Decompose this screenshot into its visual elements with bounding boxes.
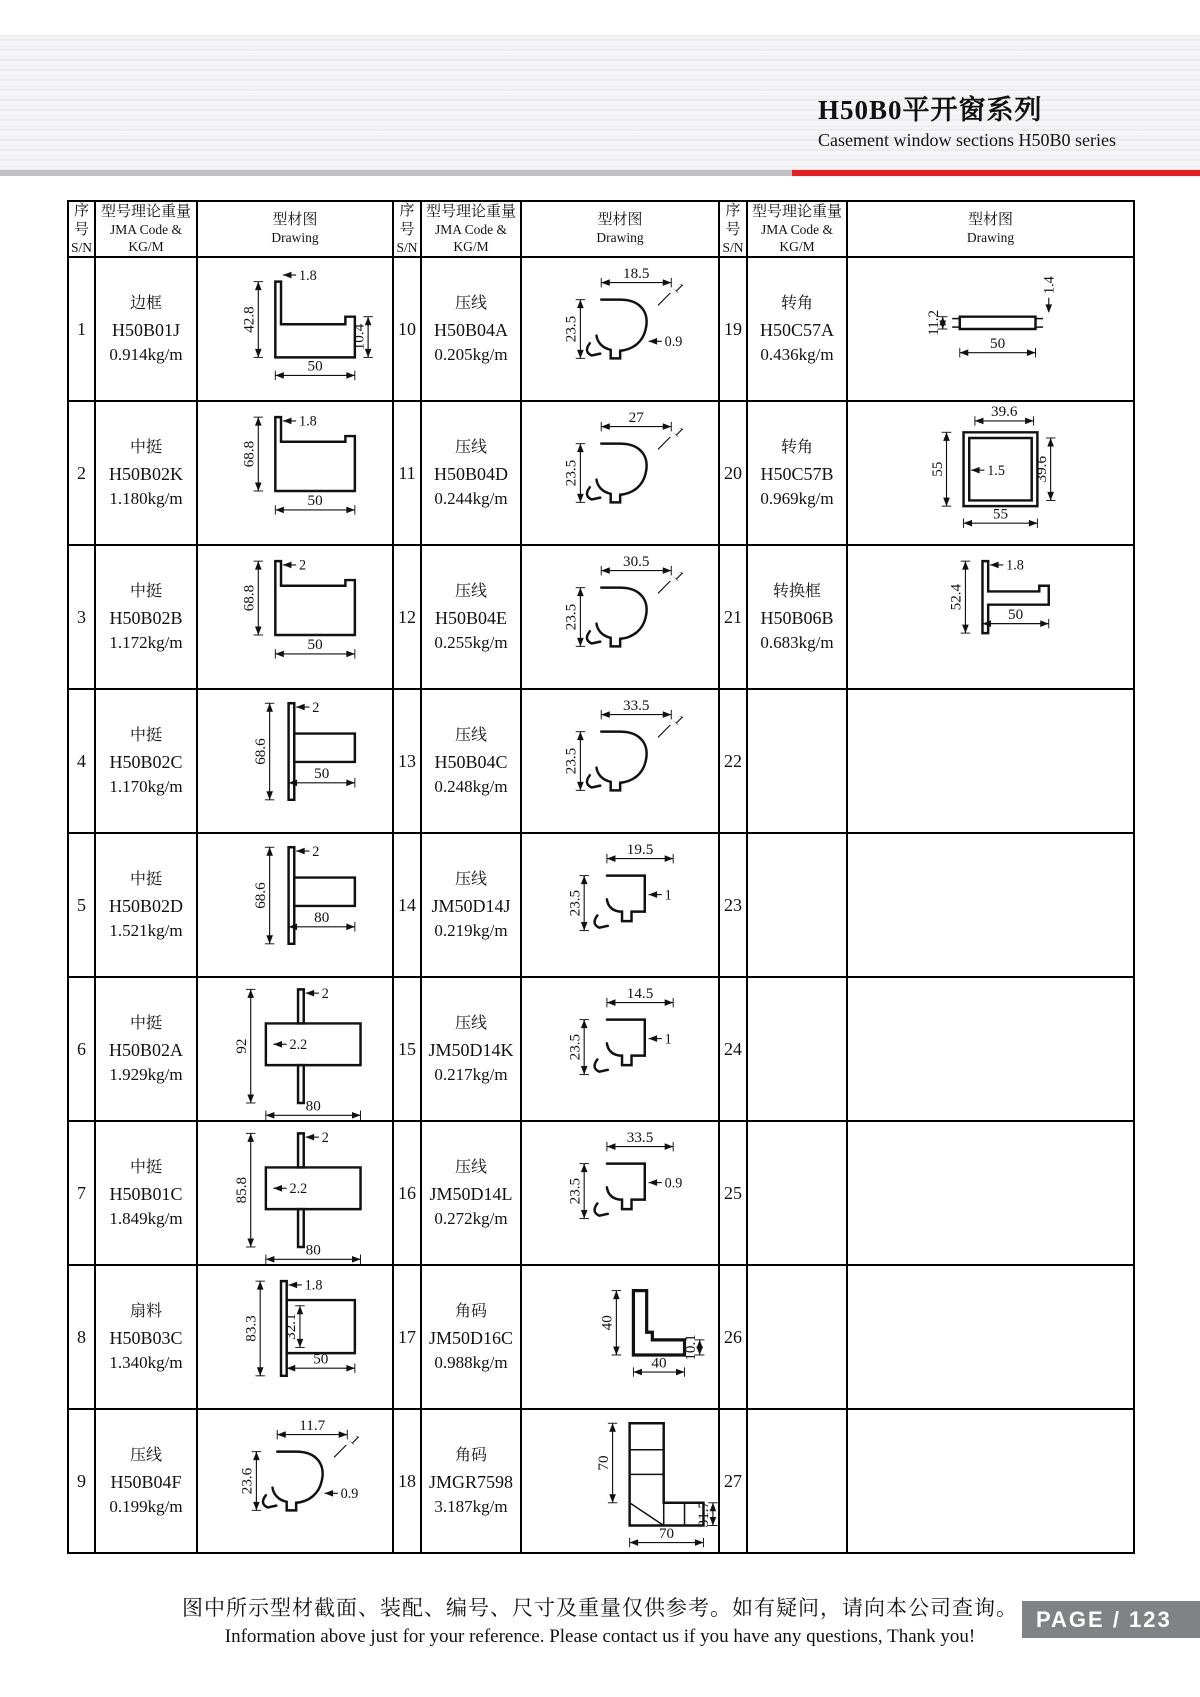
profile-code: H50B04F <box>110 1471 182 1492</box>
svg-text:32.1: 32.1 <box>283 1313 300 1341</box>
sn-cell: 7 <box>68 1121 95 1265</box>
table-row <box>68 833 1134 977</box>
profile-drawing-cell <box>197 689 393 833</box>
sn-cell: 17 <box>393 1265 421 1409</box>
profile-drawing <box>522 1266 719 1408</box>
sn-cell: 9 <box>68 1409 95 1553</box>
profile-code: H50B01J <box>111 319 180 340</box>
svg-text:11.2: 11.2 <box>925 310 942 337</box>
col-header-code: 型号理论重量 JMA Code & KG/M <box>95 201 197 257</box>
svg-text:2: 2 <box>312 844 320 861</box>
sn-cell: 21 <box>719 545 747 689</box>
profile-drawing-cell <box>847 1409 1134 1553</box>
divider-bar-red <box>792 170 1200 176</box>
profile-name: 中挺 <box>129 439 162 457</box>
profile-drawing-cell <box>847 833 1134 977</box>
sn-cell: 23 <box>719 833 747 977</box>
profile-weight: 0.969kg/m <box>760 488 834 508</box>
profile-weight: 1.340kg/m <box>109 1352 183 1372</box>
svg-text:50: 50 <box>1007 607 1023 624</box>
profile-code: JM50D14K <box>428 1039 514 1060</box>
svg-text:1.8: 1.8 <box>304 1278 323 1295</box>
profile-name: 扇料 <box>129 1303 162 1321</box>
profile-info-cell <box>421 1265 521 1409</box>
svg-text:31.7: 31.7 <box>696 1501 713 1528</box>
table-row <box>68 689 1134 833</box>
sn-cell: 5 <box>68 833 95 977</box>
profile-info-cell <box>421 1409 521 1553</box>
sn-cell: 11 <box>393 401 421 545</box>
profile-drawing-cell <box>197 545 393 689</box>
col-header-sn: 序号 S/N <box>719 201 747 257</box>
sn-cell: 1 <box>68 257 95 401</box>
profile-drawing-cell <box>847 257 1134 401</box>
profile-drawing <box>522 1122 719 1264</box>
profile-weight: 0.255kg/m <box>434 632 508 652</box>
svg-text:39.6: 39.6 <box>990 404 1017 421</box>
profile-name: 压线 <box>454 871 487 889</box>
svg-text:10.4: 10.4 <box>351 324 368 351</box>
profile-drawing <box>522 978 719 1120</box>
svg-text:52.4: 52.4 <box>948 584 965 611</box>
svg-text:0.9: 0.9 <box>340 1486 359 1503</box>
footer-note-en: Information above just for your reference. Please contact us if you have any questions, Thank you! <box>224 1626 976 1647</box>
divider-bar-gray <box>0 170 792 176</box>
profile-weight: 1.929kg/m <box>109 1064 183 1084</box>
profile-info-cell <box>747 689 847 833</box>
svg-text:40: 40 <box>599 1315 616 1331</box>
profile-drawing-cell <box>847 1121 1134 1265</box>
profile-name: 角码 <box>454 1303 487 1321</box>
profile-drawing <box>198 402 393 544</box>
profile-name: 中挺 <box>129 1159 162 1177</box>
profile-info-cell <box>747 1409 847 1553</box>
profile-code: H50B04A <box>433 319 508 340</box>
profile-drawing-cell <box>847 689 1134 833</box>
sn-cell: 3 <box>68 545 95 689</box>
profile-info-cell <box>747 1265 847 1409</box>
profile-name: 压线 <box>454 727 487 745</box>
svg-text:23.5: 23.5 <box>567 1034 584 1061</box>
footer-note <box>0 1592 1200 1648</box>
profile-code: H50B01C <box>109 1183 183 1204</box>
svg-text:1.8: 1.8 <box>1005 558 1024 575</box>
svg-text:55: 55 <box>929 462 946 478</box>
profile-drawing <box>890 402 1092 544</box>
profile-drawing-cell <box>521 1121 719 1265</box>
profile-code: H50B02B <box>109 607 183 628</box>
profile-drawing-cell <box>847 977 1134 1121</box>
sn-cell: 13 <box>393 689 421 833</box>
profile-weight: 3.187kg/m <box>434 1496 508 1516</box>
profile-drawing-cell <box>197 1265 393 1409</box>
profile-drawing <box>522 690 719 832</box>
profile-drawing-cell <box>521 1409 719 1553</box>
table-header-row <box>68 201 1134 257</box>
profile-info-cell <box>421 1121 521 1265</box>
sn-cell: 18 <box>393 1409 421 1553</box>
sn-cell: 14 <box>393 833 421 977</box>
profile-info-cell <box>747 401 847 545</box>
profiles-table <box>67 200 1135 1554</box>
svg-text:55: 55 <box>992 506 1008 523</box>
table-row <box>68 1409 1134 1553</box>
sn-cell: 10 <box>393 257 421 401</box>
svg-text:18.5: 18.5 <box>623 266 650 283</box>
profile-info-cell <box>421 977 521 1121</box>
sn-cell: 20 <box>719 401 747 545</box>
table-row <box>68 1265 1134 1409</box>
profile-code: H50B02A <box>108 1039 183 1060</box>
svg-text:68.6: 68.6 <box>252 738 269 766</box>
col-header-sn: 序号 S/N <box>68 201 95 257</box>
svg-text:50: 50 <box>314 766 330 783</box>
profile-weight: 0.219kg/m <box>434 920 508 940</box>
svg-text:2: 2 <box>321 1130 329 1147</box>
profile-name: 压线 <box>454 439 487 457</box>
profile-weight: 0.205kg/m <box>434 344 508 364</box>
profile-name: 转角 <box>780 295 813 313</box>
profile-info-cell <box>747 1121 847 1265</box>
page-subtitle: Casement window sections H50B0 series <box>818 130 1116 150</box>
page-title-block <box>818 88 1116 151</box>
svg-text:2.2: 2.2 <box>289 1037 308 1054</box>
profile-drawing <box>198 258 393 400</box>
profile-drawing <box>890 258 1092 400</box>
profile-code: H50B02D <box>108 895 183 916</box>
svg-text:80: 80 <box>314 910 330 927</box>
profile-info-cell <box>747 545 847 689</box>
svg-text:11.7: 11.7 <box>299 1418 326 1435</box>
profile-drawing-cell <box>521 545 719 689</box>
profile-info-cell <box>421 689 521 833</box>
svg-text:1.8: 1.8 <box>299 268 317 285</box>
sn-cell: 22 <box>719 689 747 833</box>
svg-text:80: 80 <box>305 1242 321 1259</box>
svg-text:1: 1 <box>670 568 688 585</box>
footer-note-cn: 图中所示型材截面、装配、编号、尺寸及重量仅供参考。如有疑问，请向本公司查询。 <box>182 1597 1018 1620</box>
profile-info-cell <box>95 1409 197 1553</box>
page-number-badge: PAGE / 123 <box>1022 1601 1200 1638</box>
profile-info-cell <box>421 257 521 401</box>
profile-info-cell <box>95 977 197 1121</box>
profile-weight: 1.849kg/m <box>109 1208 183 1228</box>
profile-name: 压线 <box>454 295 487 313</box>
profile-drawing-cell <box>521 1265 719 1409</box>
svg-text:30.5: 30.5 <box>623 554 650 571</box>
profile-info-cell <box>421 545 521 689</box>
profile-weight: 1.172kg/m <box>109 632 183 652</box>
profile-info-cell <box>95 1265 197 1409</box>
svg-text:1: 1 <box>670 712 688 729</box>
svg-text:1: 1 <box>670 280 688 297</box>
profile-code: H50C57B <box>760 463 834 484</box>
profile-info-cell <box>95 1121 197 1265</box>
profile-name: 压线 <box>454 1015 487 1033</box>
sn-cell: 24 <box>719 977 747 1121</box>
sn-cell: 25 <box>719 1121 747 1265</box>
svg-text:23.6: 23.6 <box>239 1468 256 1495</box>
svg-text:2: 2 <box>312 700 320 717</box>
profile-code: H50B02K <box>108 463 183 484</box>
profile-info-cell <box>747 977 847 1121</box>
profile-drawing <box>198 1410 393 1552</box>
profile-weight: 0.683kg/m <box>760 632 834 652</box>
table-row <box>68 257 1134 401</box>
profile-drawing <box>522 258 719 400</box>
profile-drawing-cell <box>847 545 1134 689</box>
profile-drawing <box>198 690 393 832</box>
profile-code: JM50D14L <box>429 1183 513 1204</box>
profile-code: H50C57A <box>759 319 834 340</box>
profile-drawing-cell <box>847 401 1134 545</box>
svg-text:83.3: 83.3 <box>243 1315 260 1343</box>
svg-text:2: 2 <box>321 986 329 1003</box>
page-title: H50B0平开窗系列 <box>818 95 1043 125</box>
profile-weight: 0.217kg/m <box>434 1064 508 1084</box>
sn-cell: 26 <box>719 1265 747 1409</box>
svg-text:0.9: 0.9 <box>664 1175 683 1192</box>
profile-drawing-cell <box>521 689 719 833</box>
svg-text:1: 1 <box>346 1432 364 1449</box>
sn-cell: 27 <box>719 1409 747 1553</box>
table-row <box>68 545 1134 689</box>
sn-cell: 6 <box>68 977 95 1121</box>
sn-cell: 15 <box>393 977 421 1121</box>
profile-drawing <box>522 834 719 976</box>
svg-text:1.4: 1.4 <box>1040 276 1057 295</box>
profile-weight: 0.248kg/m <box>434 776 508 796</box>
profile-drawing <box>198 834 393 976</box>
profile-info-cell <box>95 257 197 401</box>
profile-weight: 0.272kg/m <box>434 1208 508 1228</box>
profile-drawing <box>198 1266 393 1408</box>
svg-text:23.5: 23.5 <box>563 460 580 487</box>
profile-weight: 0.988kg/m <box>434 1352 508 1372</box>
profile-weight: 0.199kg/m <box>109 1496 183 1516</box>
profile-weight: 1.521kg/m <box>109 920 183 940</box>
profile-info-cell <box>747 833 847 977</box>
profile-drawing <box>198 546 393 688</box>
svg-text:0.9: 0.9 <box>664 334 683 351</box>
svg-text:80: 80 <box>305 1098 321 1115</box>
profile-drawing-cell <box>197 1121 393 1265</box>
svg-text:50: 50 <box>307 637 323 654</box>
profile-name: 边框 <box>129 295 162 313</box>
svg-text:39.6: 39.6 <box>1033 456 1050 483</box>
profile-name: 转换框 <box>772 583 821 601</box>
profile-drawing-cell <box>197 257 393 401</box>
svg-text:27: 27 <box>628 410 644 427</box>
profile-drawing-cell <box>521 977 719 1121</box>
profile-drawing-cell <box>197 977 393 1121</box>
svg-text:68.8: 68.8 <box>241 585 258 612</box>
profile-drawing <box>522 402 719 544</box>
profile-name: 中挺 <box>129 871 162 889</box>
sn-cell: 12 <box>393 545 421 689</box>
sn-cell: 16 <box>393 1121 421 1265</box>
table-row <box>68 977 1134 1121</box>
profile-drawing-cell <box>197 833 393 977</box>
table-row <box>68 1121 1134 1265</box>
svg-text:23.5: 23.5 <box>563 316 580 343</box>
profile-name: 转角 <box>780 439 813 457</box>
svg-text:33.5: 33.5 <box>623 698 650 715</box>
profile-info-cell <box>421 833 521 977</box>
profile-info-cell <box>95 689 197 833</box>
profile-code: H50B02C <box>109 751 183 772</box>
col-header-code: 型号理论重量 JMA Code & KG/M <box>747 201 847 257</box>
profile-weight: 1.180kg/m <box>109 488 183 508</box>
col-header-sn: 序号 S/N <box>393 201 421 257</box>
svg-text:1: 1 <box>664 887 672 904</box>
svg-text:68.6: 68.6 <box>252 882 269 910</box>
profile-drawing <box>522 546 719 688</box>
profile-code: JMGR7598 <box>428 1471 513 1492</box>
profile-info-cell <box>95 545 197 689</box>
profile-drawing-cell <box>521 257 719 401</box>
svg-text:14.5: 14.5 <box>626 986 654 1003</box>
profile-info-cell <box>421 401 521 545</box>
profile-code: JM50D14J <box>431 895 511 916</box>
svg-text:1.8: 1.8 <box>299 414 317 431</box>
svg-text:1.5: 1.5 <box>986 463 1005 480</box>
profile-name: 压线 <box>454 1159 487 1177</box>
svg-text:50: 50 <box>307 493 323 510</box>
profile-name: 压线 <box>129 1447 162 1465</box>
profile-weight: 0.244kg/m <box>434 488 508 508</box>
profile-code: H50B04D <box>433 463 508 484</box>
svg-text:33.5: 33.5 <box>626 1130 654 1147</box>
profile-info-cell <box>95 833 197 977</box>
profile-info-cell <box>747 257 847 401</box>
profile-drawing-cell <box>847 1265 1134 1409</box>
svg-text:70: 70 <box>595 1455 612 1471</box>
profile-drawing <box>198 1122 393 1264</box>
svg-text:92: 92 <box>233 1038 250 1055</box>
profile-drawing <box>890 546 1092 688</box>
profile-name: 压线 <box>454 583 487 601</box>
svg-text:1: 1 <box>664 1031 672 1048</box>
svg-text:42.8: 42.8 <box>241 306 258 334</box>
col-header-drawing: 型材图 Drawing <box>197 201 393 257</box>
svg-text:50: 50 <box>989 336 1005 353</box>
profile-drawing <box>198 978 393 1120</box>
profile-drawing-cell <box>197 401 393 545</box>
profile-weight: 0.914kg/m <box>109 344 183 364</box>
profile-code: H50B06B <box>760 607 834 628</box>
svg-text:10.1: 10.1 <box>682 1334 699 1362</box>
profile-name: 中挺 <box>129 583 162 601</box>
svg-text:40: 40 <box>651 1355 667 1372</box>
profile-drawing <box>522 1410 719 1552</box>
sn-cell: 19 <box>719 257 747 401</box>
sn-cell: 4 <box>68 689 95 833</box>
svg-text:23.5: 23.5 <box>567 890 584 917</box>
col-header-code: 型号理论重量 JMA Code & KG/M <box>421 201 521 257</box>
sn-cell: 2 <box>68 401 95 545</box>
profile-info-cell <box>95 401 197 545</box>
svg-text:2: 2 <box>299 558 307 575</box>
profile-code: H50B04E <box>435 607 507 628</box>
svg-text:50: 50 <box>307 359 323 376</box>
col-header-drawing: 型材图 Drawing <box>521 201 719 257</box>
svg-text:1: 1 <box>670 424 688 441</box>
svg-text:50: 50 <box>313 1351 329 1368</box>
profile-drawing-cell <box>521 833 719 977</box>
profile-code: H50B03C <box>109 1327 183 1348</box>
profile-weight: 1.170kg/m <box>109 776 183 796</box>
profile-name: 角码 <box>454 1447 487 1465</box>
profile-drawing-cell <box>197 1409 393 1553</box>
svg-text:23.5: 23.5 <box>567 1178 584 1205</box>
profile-drawing-cell <box>521 401 719 545</box>
svg-text:85.8: 85.8 <box>233 1177 250 1204</box>
table-row <box>68 401 1134 545</box>
profile-weight: 0.436kg/m <box>760 344 834 364</box>
profile-name: 中挺 <box>129 727 162 745</box>
svg-text:23.5: 23.5 <box>563 604 580 631</box>
svg-text:19.5: 19.5 <box>626 842 654 859</box>
sn-cell: 8 <box>68 1265 95 1409</box>
svg-text:68.8: 68.8 <box>241 441 258 468</box>
svg-text:70: 70 <box>658 1526 675 1543</box>
svg-text:23.5: 23.5 <box>563 748 580 775</box>
col-header-drawing: 型材图 Drawing <box>847 201 1134 257</box>
profile-name: 中挺 <box>129 1015 162 1033</box>
profile-code: JM50D16C <box>428 1327 513 1348</box>
svg-text:2.2: 2.2 <box>289 1181 308 1198</box>
profile-code: H50B04C <box>434 751 508 772</box>
